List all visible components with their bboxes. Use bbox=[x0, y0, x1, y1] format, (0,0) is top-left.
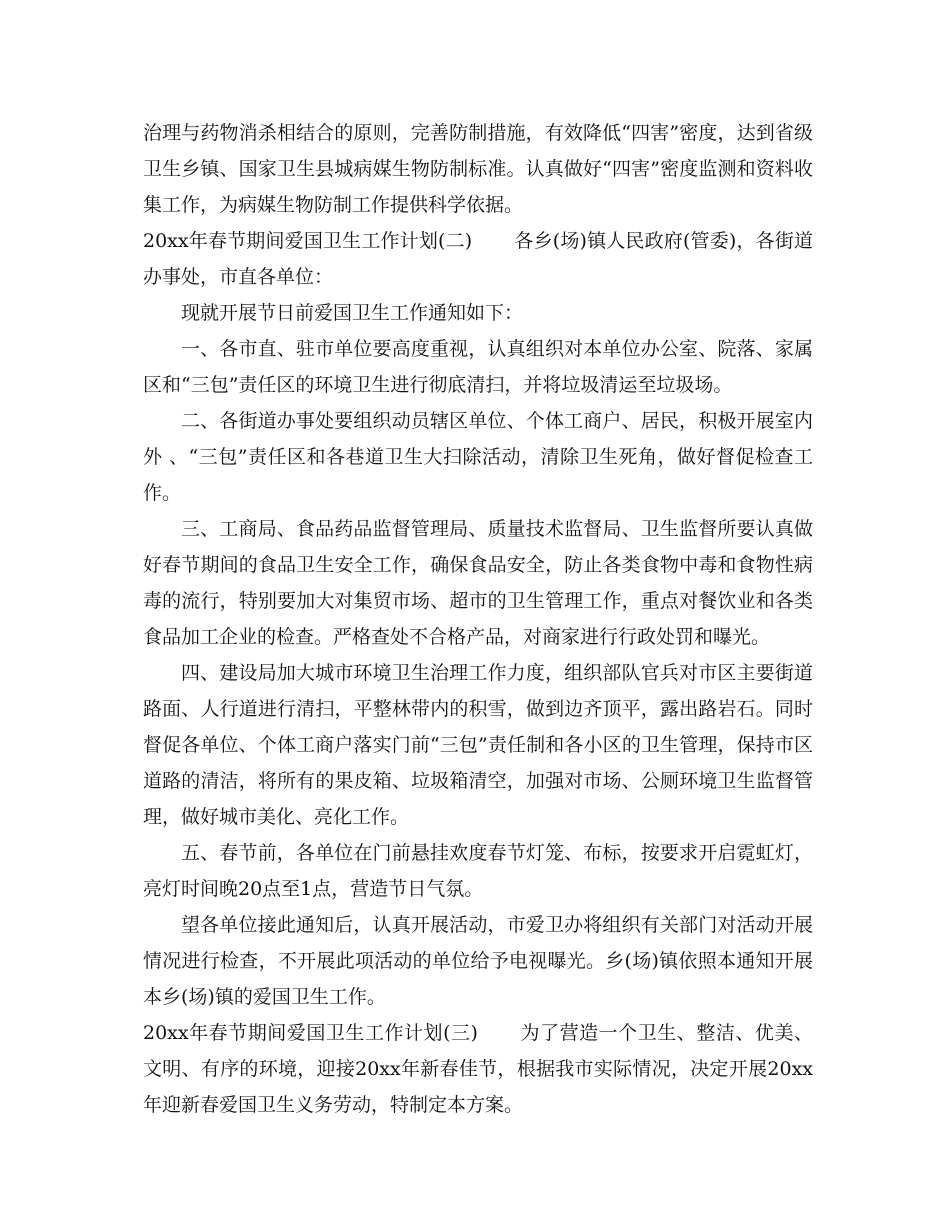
list-item-2: 二、各街道办事处要组织动员辖区单位、个体工商户、居民，积极开展室内外 、“三包”责任区和各巷道卫生大扫除活动，清除卫生死角，做好督促检查工作。 bbox=[143, 410, 813, 504]
list-item-3: 三、工商局、食品药品监督管理局、质量技术监督局、卫生监督所要认真做好春节期间的食品卫生安全工作，确保食品安全，防止各类食物中毒和食物性病毒的流行，特别要加大对集贸市场、超市的卫生管理工作，重点对餐饮业和各类食品加工企业的检查。严格查处不合格产品，对商家进行行政处罚和曝光。 bbox=[143, 518, 813, 648]
section-2-addressees: 各乡(场)镇人民政府(管委)，各街道办事处，市直各单位： bbox=[143, 230, 813, 288]
section-2-paragraph bbox=[143, 223, 813, 295]
list-item-1: 一、各市直、驻市单位要高度重视，认真组织对本单位办公室、院落、家属区和“三包”责任区的环境卫生进行彻底清扫，并将垃圾清运至垃圾场。 bbox=[143, 338, 813, 396]
section-3-paragraph bbox=[143, 1015, 813, 1123]
list-item-4: 四、建设局加大城市环境卫生治理工作力度，组织部队官兵对市区主要街道路面、人行道进行清扫，平整林带内的积雪，做到边齐顶平，露出路岩石。同时督促各单位、个体工商户落实门前“三包”责任制和各小区的卫生管理，保持市区道路的清洁，将所有的果皮箱、垃圾箱清空，加强对市场、公厕环境卫生监督管理，做好城市美化、亮化工作。 bbox=[143, 662, 813, 828]
list-item-5: 五、春节前，各单位在门前悬挂欢度春节灯笼、布标，按要求开启霓虹灯，亮灯时间晚20点至1点，营造节日气氛。 bbox=[143, 842, 813, 900]
section-3-heading: 20xx年春节期间爱国卫生工作计划(三) bbox=[143, 1022, 478, 1044]
paragraph-prevention-principle: 治理与药物消杀相结合的原则，完善防制措施，有效降低“四害”密度，达到省级卫生乡镇、国家卫生县城病媒生物防制标准。认真做好“四害”密度监测和资料收集工作，为病媒生物防制工作提供科学依据。 bbox=[143, 122, 813, 216]
section-3-intro: 为了营造一个卫生、整洁、优美、文明、有序的环境，迎接20xx年新春佳节，根据我市实际情况，决定开展20xx年迎新春爱国卫生义务劳动，特制定本方案。 bbox=[143, 1022, 813, 1116]
document-body bbox=[143, 115, 813, 1123]
section-2-heading: 20xx年春节期间爱国卫生工作计划(二) bbox=[143, 230, 473, 252]
paragraph-closing: 望各单位接此通知后，认真开展活动，市爱卫办将组织有关部门对活动开展情况进行检查，不开展此项活动的单位给予电视曝光。乡(场)镇依照本通知开展本乡(场)镇的爱国卫生工作。 bbox=[143, 914, 813, 1008]
paragraph-notice-intro: 现就开展节日前爱国卫生工作通知如下： bbox=[181, 302, 524, 324]
